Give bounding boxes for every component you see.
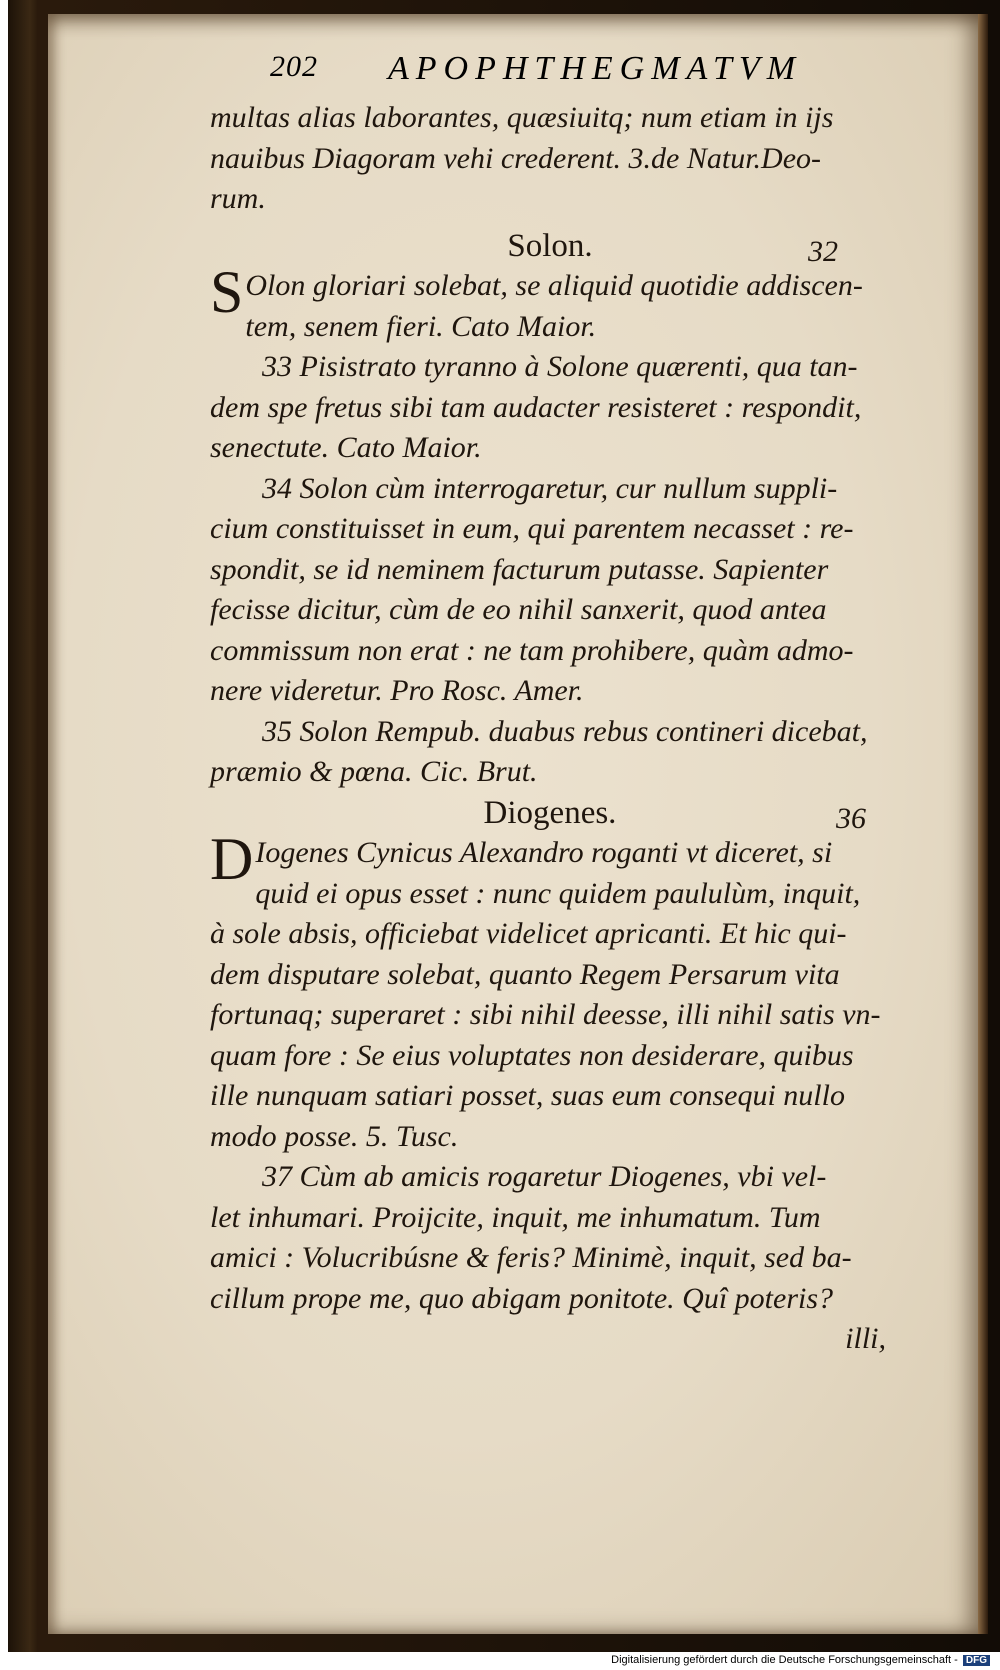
text-line: Iogenes Cynicus Alexandro roganti vt diceret, si bbox=[255, 836, 833, 869]
paragraph-32 bbox=[210, 259, 890, 347]
text-line: quam fore : Se eius voluptates non desiderare, quibus bbox=[210, 1038, 854, 1072]
section-heading-solon bbox=[210, 226, 890, 267]
text-line: 35 Solon Rempub. duabus rebus contineri dicebat, bbox=[262, 714, 868, 748]
text-line: quid ei opus esset : nunc quidem paululùm, inquit, bbox=[255, 876, 861, 910]
text-line: spondit, se id neminem facturum putasse. Sapienter bbox=[210, 552, 829, 586]
running-title: APOPHTHEGMATVM bbox=[388, 50, 803, 87]
catchword: illi, bbox=[845, 1322, 886, 1355]
text-line: tem, senem fieri. Cato Maior. bbox=[245, 309, 597, 343]
text-line: cillum prope me, quo abigam ponitote. Quî poteris? bbox=[210, 1281, 833, 1315]
text-line: let inhumari. Proijcite, inquit, me inhumatum. Tum bbox=[210, 1200, 821, 1234]
text-line: dem spe fretus sibi tam audacter resisteret : respondit, bbox=[210, 390, 862, 424]
page-edge bbox=[978, 14, 988, 1634]
text-line: ille nunquam satiari posset, suas eum consequi nullo bbox=[210, 1079, 845, 1112]
paragraph-33 bbox=[210, 347, 890, 469]
text-line: fortunaq; superaret : sibi nihil deesse, illi nihil satis vn- bbox=[210, 998, 881, 1031]
text-line: multas alias laborantes, quæsiuitq; num etiam in ijs bbox=[210, 101, 834, 134]
text-line: præmio & pœna. Cic. Brut. bbox=[210, 755, 538, 788]
text-line: fecisse dicitur, cùm de eo nihil sanxerit, quod antea bbox=[210, 593, 827, 626]
paragraph-34 bbox=[210, 469, 890, 712]
text-line: 34 Solon cùm interrogaretur, cur nullum suppli- bbox=[262, 471, 838, 505]
drop-initial: D bbox=[210, 826, 254, 892]
digitization-footer bbox=[611, 1654, 990, 1666]
text-line: amici : Volucribúsne & feris? Minimè, inquit, sed ba- bbox=[210, 1241, 852, 1274]
item-number: 32 bbox=[808, 234, 838, 268]
paragraph-37 bbox=[210, 1157, 890, 1319]
text-line: commissum non erat : ne tam prohibere, quàm admo- bbox=[210, 633, 854, 667]
paragraph-35 bbox=[210, 712, 890, 793]
page-number: 202 bbox=[270, 50, 318, 83]
text-line: modo posse. 5. Tusc. bbox=[210, 1119, 459, 1153]
text-line: rum. bbox=[210, 182, 266, 215]
page-text bbox=[210, 98, 890, 1360]
dfg-logo: DFG bbox=[963, 1655, 990, 1666]
heading-text: Diogenes. bbox=[483, 794, 617, 831]
text-line: nere videretur. Pro Rosc. Amer. bbox=[210, 674, 584, 707]
text-line: senectute. Cato Maior. bbox=[210, 431, 482, 464]
text-line: nauibus Diagoram vehi crederent. 3.de Natur.Deo- bbox=[210, 141, 822, 175]
footer-text: Digitalisierung gefördert durch die Deutsche Forschungsgemeinschaft - bbox=[611, 1654, 958, 1666]
drop-initial: S bbox=[210, 259, 244, 325]
text-line: Olon gloriari solebat, se aliquid quotidie addiscen- bbox=[245, 269, 863, 302]
paragraph-36 bbox=[210, 826, 890, 1157]
text-line: cium constituisset in eum, qui parentem necasset : re- bbox=[210, 512, 854, 545]
text-line: 33 Pisistrato tyranno à Solone quærenti, qua tan- bbox=[262, 350, 858, 383]
section-heading-diogenes bbox=[210, 793, 890, 834]
heading-text: Solon. bbox=[507, 227, 593, 264]
text-line: dem disputare solebat, quanto Regem Persarum vita bbox=[210, 957, 840, 991]
text-line: 37 Cùm ab amicis rogaretur Diogenes, vbi vel- bbox=[262, 1160, 827, 1193]
text-line: à sole absis, officiebat videlicet apricanti. Et hic qui- bbox=[210, 917, 847, 950]
item-number: 36 bbox=[836, 801, 866, 835]
